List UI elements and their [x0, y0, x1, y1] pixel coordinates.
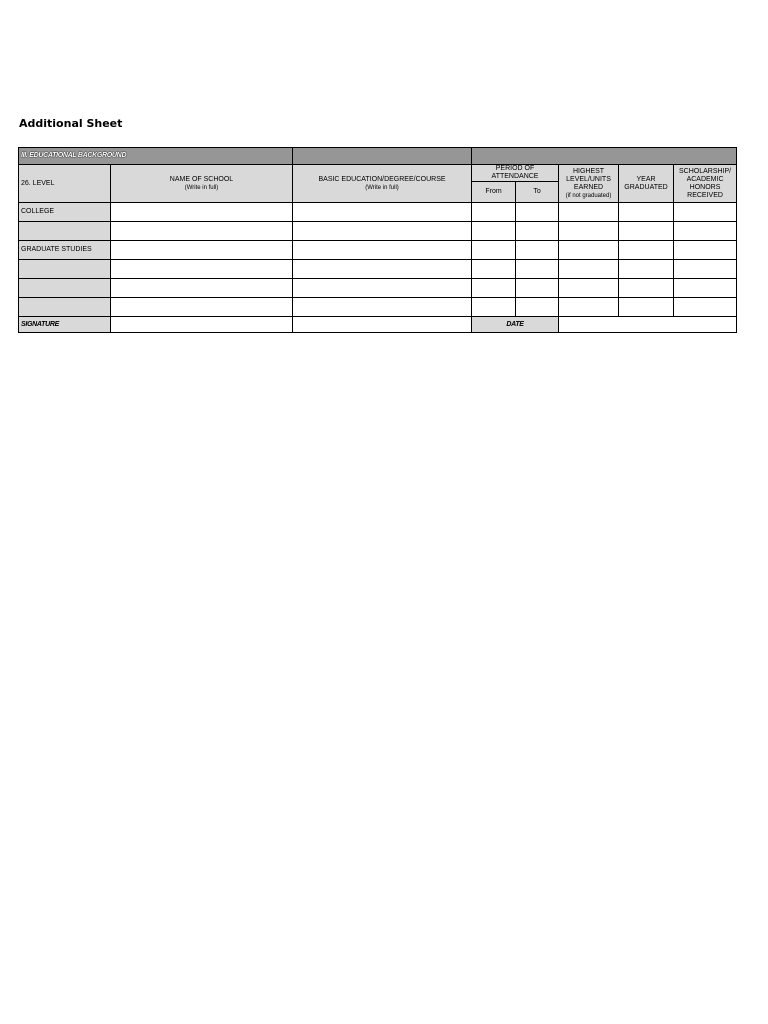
- from-field[interactable]: [472, 222, 516, 241]
- table-row: [19, 241, 737, 260]
- table-row: [19, 203, 737, 222]
- to-field[interactable]: [516, 241, 559, 260]
- header-period-of-attendance: PERIOD OF ATTENDANCE: [472, 165, 559, 182]
- honors-field[interactable]: [674, 260, 737, 279]
- school-field[interactable]: [111, 298, 293, 317]
- header-highest-level: HIGHEST LEVEL/UNITS EARNED (if not graduated): [559, 165, 619, 203]
- year-graduated-field[interactable]: [619, 260, 674, 279]
- signature-spacer: [293, 317, 472, 333]
- section-header-fill: [293, 148, 472, 165]
- header-year-graduated: YEAR GRADUATED: [619, 165, 674, 203]
- honors-field[interactable]: [674, 279, 737, 298]
- year-graduated-field[interactable]: [619, 222, 674, 241]
- from-field[interactable]: [472, 203, 516, 222]
- signature-label: SIGNATURE: [19, 317, 111, 333]
- from-field[interactable]: [472, 298, 516, 317]
- year-graduated-field[interactable]: [619, 203, 674, 222]
- course-field[interactable]: [293, 222, 472, 241]
- table-row: [19, 279, 737, 298]
- school-field[interactable]: [111, 260, 293, 279]
- to-field[interactable]: [516, 203, 559, 222]
- honors-field[interactable]: [674, 241, 737, 260]
- highest-level-field[interactable]: [559, 279, 619, 298]
- highest-level-field[interactable]: [559, 203, 619, 222]
- course-field[interactable]: [293, 203, 472, 222]
- from-field[interactable]: [472, 241, 516, 260]
- row-level-label: [19, 222, 111, 241]
- educational-background-table: [18, 147, 737, 333]
- row-level-label: [19, 260, 111, 279]
- to-field[interactable]: [516, 279, 559, 298]
- sheet-title: Additional Sheet: [19, 117, 123, 130]
- header-from: From: [472, 182, 516, 203]
- date-label: DATE: [472, 317, 559, 333]
- header-school: NAME OF SCHOOL (Write in full): [111, 165, 293, 203]
- course-field[interactable]: [293, 241, 472, 260]
- signature-field[interactable]: [111, 317, 293, 333]
- honors-field[interactable]: [674, 298, 737, 317]
- header-to: To: [516, 182, 559, 203]
- school-field[interactable]: [111, 203, 293, 222]
- table-row: [19, 298, 737, 317]
- row-level-label: [19, 279, 111, 298]
- to-field[interactable]: [516, 260, 559, 279]
- header-level: 26. LEVEL: [19, 165, 111, 203]
- highest-level-field[interactable]: [559, 260, 619, 279]
- course-field[interactable]: [293, 260, 472, 279]
- school-field[interactable]: [111, 222, 293, 241]
- to-field[interactable]: [516, 222, 559, 241]
- year-graduated-field[interactable]: [619, 298, 674, 317]
- year-graduated-field[interactable]: [619, 241, 674, 260]
- header-honors: SCHOLARSHIP/ ACADEMIC HONORS RECEIVED: [674, 165, 737, 203]
- honors-field[interactable]: [674, 222, 737, 241]
- from-field[interactable]: [472, 260, 516, 279]
- header-course: BASIC EDUCATION/DEGREE/COURSE (Write in full): [293, 165, 472, 203]
- school-field[interactable]: [111, 241, 293, 260]
- honors-field[interactable]: [674, 203, 737, 222]
- to-field[interactable]: [516, 298, 559, 317]
- course-field[interactable]: [293, 279, 472, 298]
- from-field[interactable]: [472, 279, 516, 298]
- highest-level-field[interactable]: [559, 298, 619, 317]
- section-title: III. EDUCATIONAL BACKGROUND: [19, 148, 293, 165]
- year-graduated-field[interactable]: [619, 279, 674, 298]
- course-field[interactable]: [293, 298, 472, 317]
- table-row: [19, 260, 737, 279]
- highest-level-field[interactable]: [559, 241, 619, 260]
- highest-level-field[interactable]: [559, 222, 619, 241]
- date-field[interactable]: [559, 317, 737, 333]
- school-field[interactable]: [111, 279, 293, 298]
- row-level-label: GRADUATE STUDIES: [19, 241, 111, 260]
- row-level-label: COLLEGE: [19, 203, 111, 222]
- table-row: [19, 222, 737, 241]
- section-header-fill-right: [472, 148, 737, 165]
- row-level-label: [19, 298, 111, 317]
